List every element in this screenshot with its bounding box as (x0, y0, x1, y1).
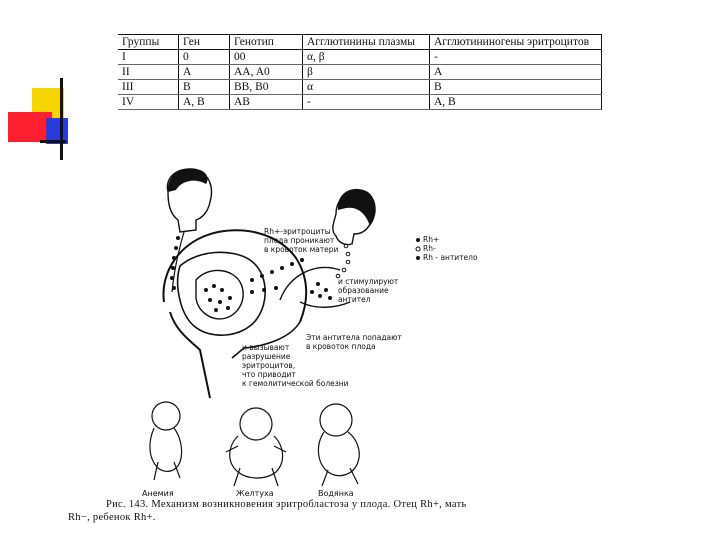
annotation-destruction: и вызывают разрушение эритроцитов, что приводит к гемолитической болезни (242, 343, 349, 388)
blood-group-table (118, 34, 602, 110)
cell-agglutinogens: A, B (430, 95, 602, 110)
baby-jaundice (226, 408, 286, 486)
decor-vertical-line (60, 78, 63, 160)
cell-group: IV (118, 95, 179, 110)
baby-anemia (150, 402, 182, 480)
decor-horizontal-line (40, 140, 66, 143)
header-agglutinins: Агглютинины плазмы (303, 35, 430, 50)
cell-group: III (118, 80, 179, 95)
annotation-rh-erythrocytes: Rh+-эритроциты плода проникают в кровоток матери (264, 227, 339, 254)
table-row (118, 80, 602, 95)
cell-gene: 0 (179, 50, 230, 65)
cell-gene: B (179, 80, 230, 95)
header-agglutinogens: Агглютининогены эритроцитов (430, 35, 602, 50)
cell-group: II (118, 65, 179, 80)
rh-conflict-illustration (140, 162, 478, 500)
table-header-row (118, 35, 602, 50)
table-row (118, 65, 602, 80)
legend-rh-positive: Rh+ (423, 235, 440, 244)
label-jaundice: Желтуха (236, 489, 274, 498)
cell-genotype: BB, B0 (230, 80, 303, 95)
caption-line-1: Рис. 143. Механизм возникновения эритробластоза у плода. Отец Rh+, мать (106, 499, 467, 510)
cell-agglutinins: β (303, 65, 430, 80)
cell-group: I (118, 50, 179, 65)
label-anemia: Анемия (142, 489, 174, 498)
cell-genotype: AB (230, 95, 303, 110)
cell-gene: A (179, 65, 230, 80)
header-genotype: Генотип (230, 35, 303, 50)
header-group: Группы (118, 35, 179, 50)
annotation-stimulate: и стимулируют образование антител (338, 277, 399, 304)
cell-genotype: AA, A0 (230, 65, 303, 80)
table-row (118, 50, 602, 65)
caption-line-2: Rh−, ребенок Rh+. (68, 512, 156, 523)
annotation-antibodies: Эти антитела попадают в кровоток плода (306, 333, 402, 351)
header-gene: Ген (179, 35, 230, 50)
cell-agglutinins: α (303, 80, 430, 95)
legend-antibody: Rh - антитело (423, 253, 478, 262)
figure-caption (68, 498, 628, 524)
cell-agglutinogens: B (430, 80, 602, 95)
cell-genotype: 00 (230, 50, 303, 65)
cell-gene: A, B (179, 95, 230, 110)
cell-agglutinogens: - (430, 50, 602, 65)
legend (416, 235, 478, 262)
cell-agglutinogens: A (430, 65, 602, 80)
label-hydrops: Водянка (318, 489, 354, 498)
baby-hydrops (318, 404, 359, 486)
table-row (118, 95, 602, 110)
mother-figure (333, 189, 376, 245)
cell-agglutinins: α, β (303, 50, 430, 65)
legend-rh-negative: Rh- (423, 244, 436, 253)
cell-agglutinins: - (303, 95, 430, 110)
